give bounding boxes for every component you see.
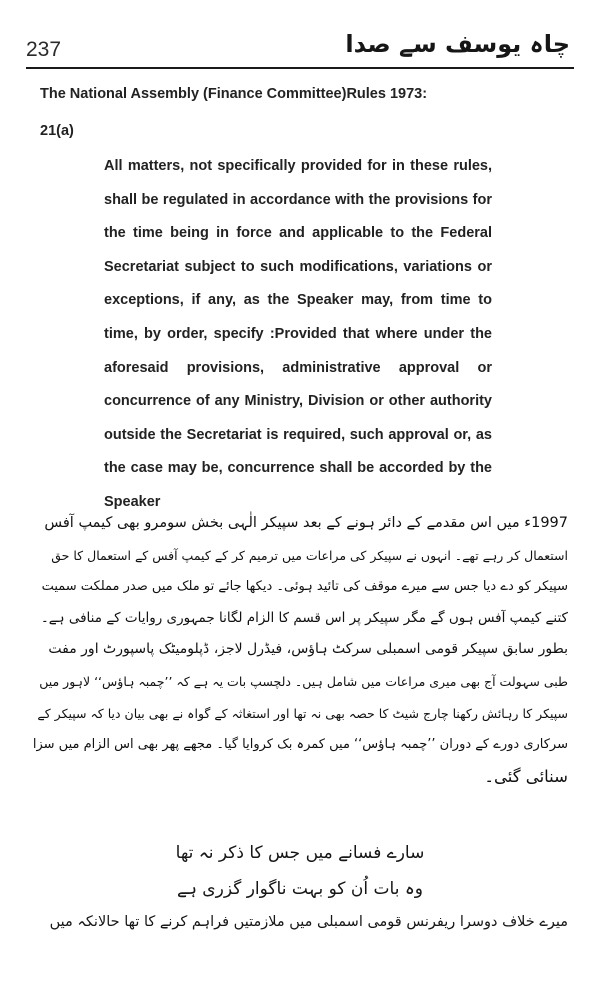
quote-line: time, by order, specify :Provided that where under the xyxy=(104,325,492,342)
urdu-line: 1997ء میں اس مقدمے کے دائر ہونے کے بعد سپیکر الٰہی بخش سومرو بھی کیمپ آفس xyxy=(44,515,568,531)
urdu-paragraphs xyxy=(34,508,568,792)
closing-line: میرے خلاف دوسرا ریفرنس قومی اسمبلی میں ملازمتیں فراہم کرنے کا تھا حالانکہ میں xyxy=(49,914,568,930)
quote-line: aforesaid provisions, administrative approval or xyxy=(104,359,492,376)
book-title: چاہ یوسف سے صدا xyxy=(345,30,570,58)
quote-line: concurrence of any Ministry, Division or other authority xyxy=(104,393,492,410)
quote-line: All matters, not specifically provided for in these rules, xyxy=(104,158,492,174)
quote-line: Speaker xyxy=(104,493,161,510)
quote-line: shall be regulated in accordance with the provisions for xyxy=(104,191,492,208)
urdu-line: سنائی گئی۔ xyxy=(484,766,568,786)
urdu-line: کتنے کیمپ آفس ہوں گے مگر سپیکر پر اس قسم کا الزام لگانا جمہوری روایات کے منافی ہے۔ xyxy=(40,609,568,626)
urdu-line: سپیکر کا رہائش رکھنا چارج شیٹ کا حصہ بھی نہ تھا اور استغاثہ کے گواہ نے بھی بیان دیا کہ سپیکر کے xyxy=(37,705,568,721)
verse-line-2: وہ بات اُن کو بہت ناگوار گزری ہے xyxy=(176,879,423,899)
urdu-line: طبی سہولت آج بھی میری مراعات میں شامل ہیں۔ دلچسپ بات یہ ہے کہ ’’چمبہ ہاؤس‘‘ لاہور میں xyxy=(39,673,568,689)
quote-line: outside the Secretariat is required, such approval or, as xyxy=(104,426,492,443)
header-divider xyxy=(26,67,574,69)
verse-line-1: سارے فسانے میں جس کا ذکر نہ تھا xyxy=(175,843,425,863)
rules-heading: The National Assembly (Finance Committee)Rules 1973: xyxy=(40,86,428,102)
quote-line: exceptions, if any, as the Speaker may, from time to xyxy=(104,292,492,309)
rule-number: 21(a) xyxy=(40,123,74,139)
rule-quote-block xyxy=(104,150,492,520)
quote-line: Secretariat subject to such modifications, variations or xyxy=(104,258,492,275)
urdu-line: بطور سابق سپیکر قومی اسمبلی سرکٹ ہاؤس، فیڈرل لاجز، ڈپلومیٹک پاسپورٹ اور مفت xyxy=(48,641,568,658)
urdu-line: استعمال کر رہے تھے۔ انہوں نے سپیکر کی مراعات میں ترمیم کر کے کیمپ آفس کے استعمال کا حق xyxy=(51,547,568,563)
page-number: 237 xyxy=(26,38,62,61)
quote-line: the case may be, concurrence shall be accorded by the xyxy=(104,460,492,477)
quote-line: the time being in force and applicable to the Federal xyxy=(104,225,492,242)
urdu-line: سپیکر کو دے دیا جس سے میرے موقف کی تائید ہوئی۔ دیکھا جائے تو ملک میں صدر مملکت سمیت xyxy=(41,579,568,595)
urdu-line: سرکاری دورے کے دوران ’’چمبہ ہاؤس‘‘ میں کمرہ بک کروایا گیا۔ مجھے پھر بھی اس الزام میں سزا xyxy=(32,737,568,753)
